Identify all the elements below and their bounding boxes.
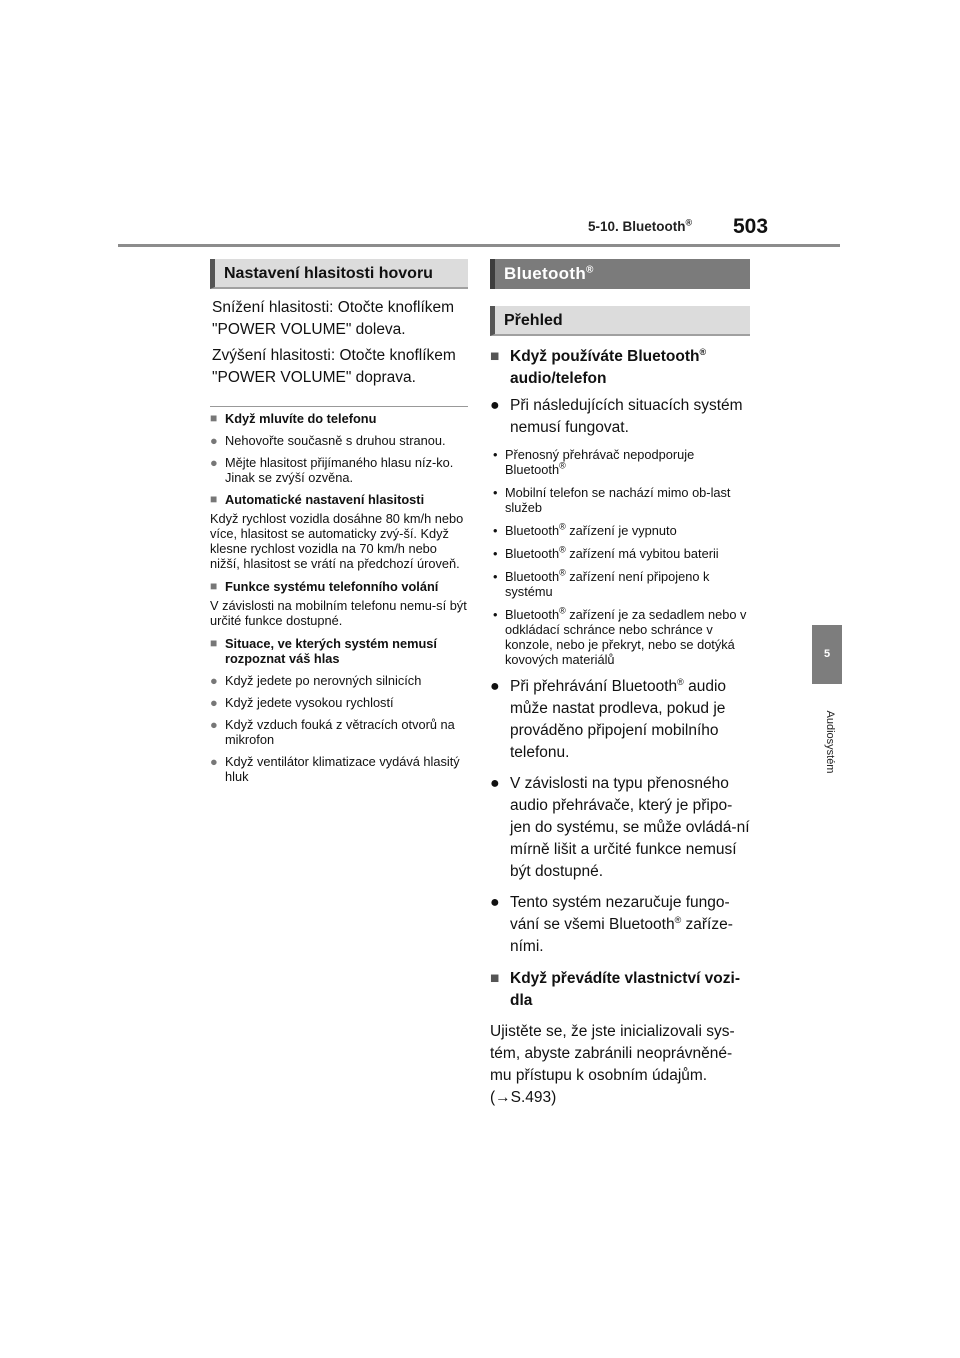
sub-item-text: Bluetooth — [505, 546, 560, 561]
registered-mark: ® — [559, 544, 566, 555]
bullet-text: audio může nastat prodleva, pokud je prováděno připojení mobilního telefonu. — [510, 678, 727, 761]
circle-bullet-icon: ● — [210, 673, 218, 688]
sub-item — [490, 447, 750, 477]
bullet-text: Tento systém nezaručuje fungo-vání se všemi Bluetooth — [510, 894, 730, 933]
sub-item-text: Bluetooth — [505, 569, 560, 584]
sub-item-text: Přenosný přehrávač nepodporuje Bluetooth — [505, 447, 695, 477]
chapter-tab[interactable]: 5 — [812, 625, 842, 684]
registered-mark: ® — [559, 460, 566, 471]
block-title — [210, 492, 468, 507]
sub-item — [490, 485, 750, 515]
chapter-label: Audiosystém — [824, 710, 836, 774]
sub-item — [490, 607, 750, 667]
intro-paragraph-1: Snížení hlasitosti: Otočte knoflíkem "POWER VOLUME" doleva. — [212, 299, 455, 338]
list-item-text: Když jedete po nerovných silnicích — [225, 673, 422, 688]
registered-mark: ® — [586, 264, 594, 276]
list-item — [210, 455, 468, 485]
bullet-text: V závislosti na typu přenosného audio přehrávače, který je připo-jen do systému, se může ovládá-ní mírně lišit a určité funkce nemusí být dostupné. — [510, 775, 750, 880]
block-title — [210, 411, 468, 426]
topic-heading-text: Když používáte Bluetooth — [510, 348, 700, 365]
page-reference-link[interactable]: (→S.493) — [490, 1089, 557, 1106]
header-rule — [118, 244, 840, 247]
list-item — [210, 433, 468, 448]
circle-bullet-icon: ● — [210, 754, 218, 769]
list-item — [210, 695, 468, 710]
left-column — [210, 259, 468, 784]
list-item — [210, 754, 468, 784]
final-paragraph: Ujistěte se, že jste inicializovali sys-tém, abyste zabránili neoprávněné-mu přístupu k osobním údajům. — [490, 1023, 735, 1084]
bullet-item — [490, 676, 750, 764]
block-title — [210, 579, 468, 594]
sub-item-text: Mobilní telefon se nachází mimo ob-last služeb — [505, 485, 731, 515]
list-item-text: Nehovořte současně s druhou stranou. — [225, 433, 446, 448]
dot-bullet-icon: • — [493, 523, 498, 538]
round-bullet-icon: ● — [490, 397, 500, 414]
circle-bullet-icon: ● — [210, 433, 218, 448]
list-item-text: Když jedete vysokou rychlostí — [225, 695, 394, 710]
dot-bullet-icon: • — [493, 546, 498, 561]
block-title — [210, 636, 468, 666]
registered-mark: ® — [699, 346, 707, 357]
bullet-item — [490, 773, 750, 883]
block-title-text: Situace, ve kterých systém nemusí rozpoznat váš hlas — [225, 636, 437, 666]
round-bullet-icon: ● — [490, 775, 500, 792]
topic-heading — [490, 346, 750, 390]
list-item-text: Mějte hlasitost přijímaného hlasu níz-ko. Jinak se zvýší ozvěna. — [225, 455, 454, 485]
sub-item-text: zařízení je vypnuto — [565, 523, 677, 538]
sub-item — [490, 523, 750, 538]
registered-mark: ® — [674, 914, 682, 925]
sub-item-text: zařízení má vybitou baterii — [565, 546, 719, 561]
registered-mark: ® — [559, 567, 566, 578]
block-text: V závislosti na mobilním telefonu nemu-sí být určité funkce dostupné. — [210, 598, 467, 628]
block-title-text: Funkce systému telefonního volání — [225, 579, 439, 594]
registered-mark: ® — [677, 676, 684, 687]
registered-mark: ® — [559, 521, 566, 532]
subsection-heading: Přehled — [490, 306, 750, 336]
round-bullet-icon: ● — [490, 678, 500, 695]
intro-paragraph-2: Zvýšení hlasitosti: Otočte knoflíkem "POWER VOLUME" doprava. — [212, 347, 456, 386]
circle-bullet-icon: ● — [210, 717, 218, 732]
square-bullet-icon: ■ — [210, 411, 218, 425]
dot-bullet-icon: • — [493, 607, 498, 622]
block-title-text: Automatické nastavení hlasitosti — [225, 492, 425, 507]
square-bullet-icon: ■ — [210, 492, 218, 506]
list-item-text: Když ventilátor klimatizace vydává hlasitý hluk — [225, 754, 460, 784]
section-title — [588, 219, 692, 234]
block-title-text: Když mluvíte do telefonu — [225, 411, 377, 426]
sub-item-text: Bluetooth — [505, 523, 560, 538]
section-text: 5-10. Bluetooth — [588, 219, 686, 234]
page-number: 503 — [733, 215, 769, 238]
registered-mark: ® — [559, 605, 566, 616]
bullet-text: Při následujících situacích systém nemusí fungovat. — [510, 397, 743, 436]
dot-bullet-icon: • — [493, 447, 498, 462]
right-column — [490, 259, 750, 1109]
bullet-text: zaříze-ními. — [510, 916, 733, 955]
registered-mark: ® — [685, 217, 693, 228]
sub-item-text: zařízení je za sedadlem nebo v odkládací schránce nebo schránce v konzole, nebo je překryt, nebo se dotýká kovových materiálů — [505, 607, 747, 667]
bullet-item — [490, 395, 750, 439]
sub-item — [490, 569, 750, 599]
sub-item-text: Bluetooth — [505, 607, 560, 622]
bullet-item — [490, 892, 750, 958]
sub-item-text: zařízení není připojeno k systému — [505, 569, 710, 599]
dot-bullet-icon: • — [493, 569, 498, 584]
square-bullet-icon: ■ — [490, 348, 500, 365]
block-text: Když rychlost vozidla dosáhne 80 km/h nebo více, hlasitost se automaticky zvý-ší. Když klesne rychlost vozidla na 70 km/h nebo nižší, hlasitost se vrátí na předchozí úroveň. — [210, 511, 464, 571]
sub-item — [490, 546, 750, 561]
topic-heading-text: Když převádíte vlastnictví vozi-dla — [510, 970, 740, 1009]
square-bullet-icon: ■ — [210, 579, 218, 593]
bullet-text: Při přehrávání Bluetooth — [510, 678, 678, 695]
dot-bullet-icon: • — [493, 485, 498, 500]
list-item — [210, 717, 468, 747]
topic-heading-text: audio/telefon — [510, 370, 607, 387]
circle-bullet-icon: ● — [210, 695, 218, 710]
chapter-heading-text: Bluetooth — [504, 264, 587, 283]
list-item — [210, 673, 468, 688]
square-bullet-icon: ■ — [490, 970, 500, 987]
round-bullet-icon: ● — [490, 894, 500, 911]
chapter-heading — [490, 259, 750, 289]
list-item-text: Když vzduch fouká z větracích otvorů na mikrofon — [225, 717, 455, 747]
topic-heading — [490, 968, 750, 1012]
section-heading: Nastavení hlasitosti hovoru — [210, 259, 468, 289]
circle-bullet-icon: ● — [210, 455, 218, 470]
square-bullet-icon: ■ — [210, 636, 218, 650]
